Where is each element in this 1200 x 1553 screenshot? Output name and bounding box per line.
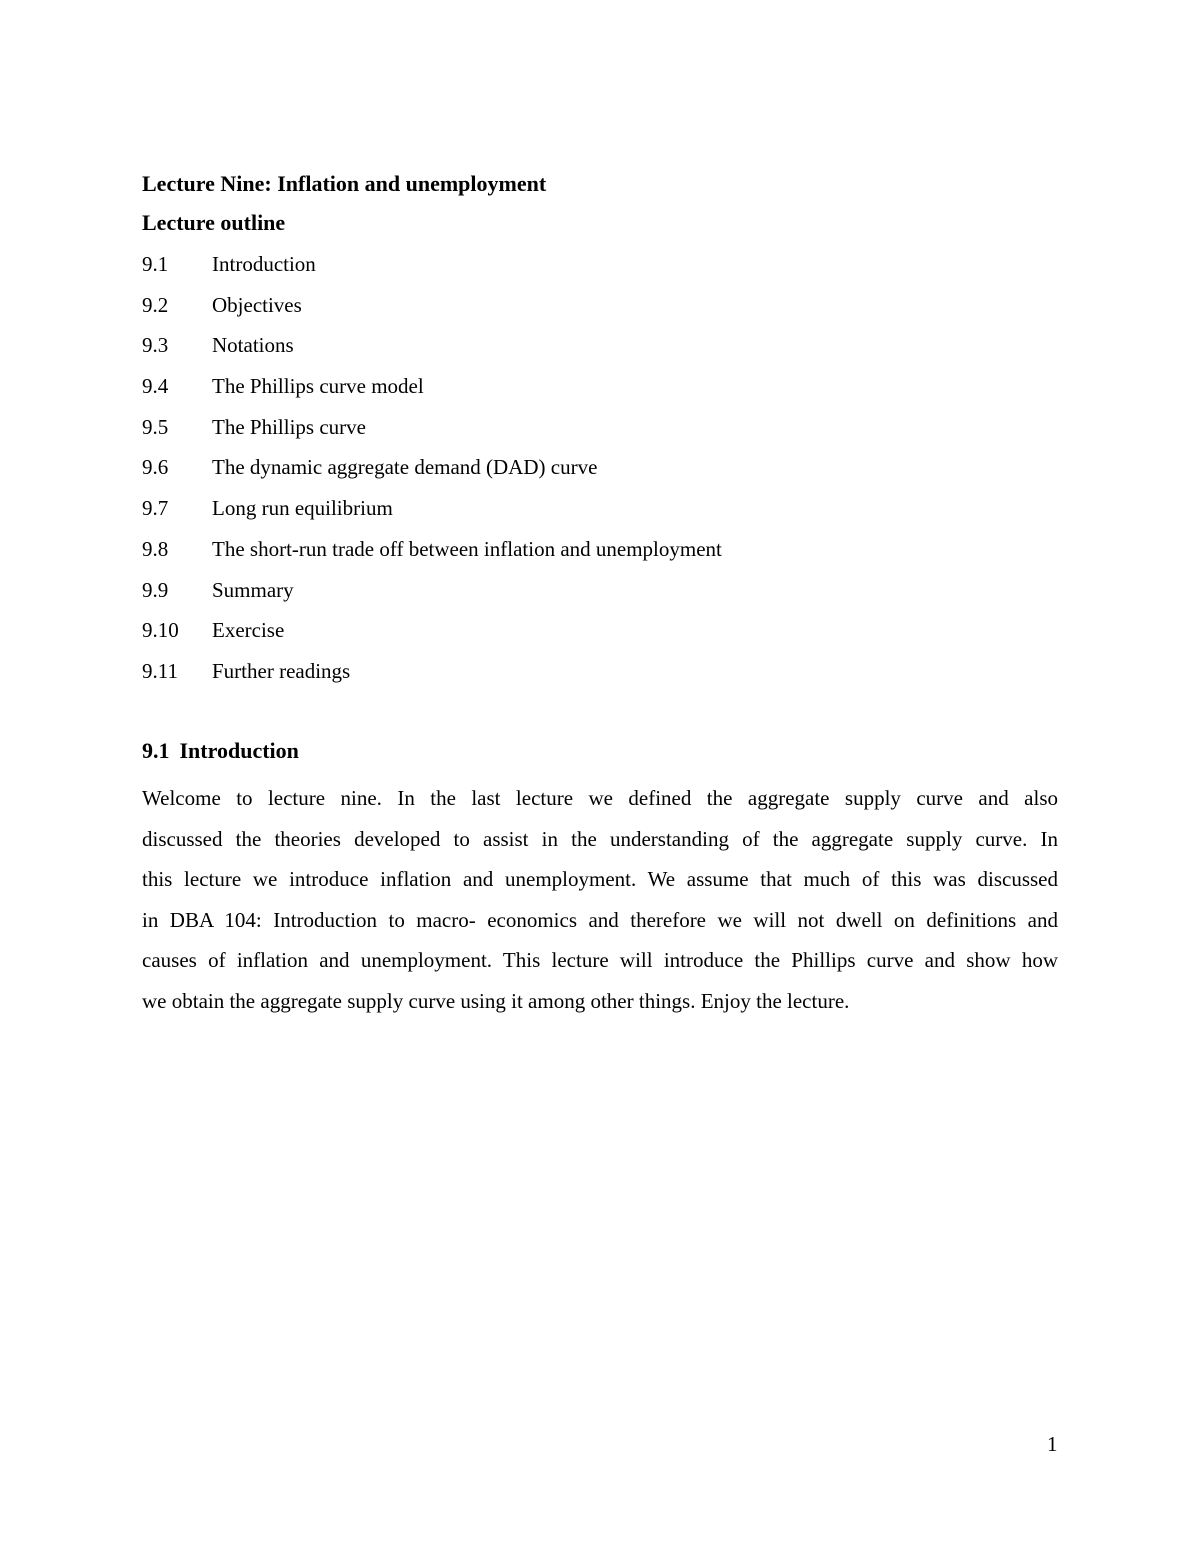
outline-item-label: The dynamic aggregate demand (DAD) curve <box>212 455 598 480</box>
outline-item-number: 9.4 <box>142 374 169 399</box>
outline-item-number: 9.11 <box>142 658 178 683</box>
outline-item-label: Exercise <box>212 618 285 643</box>
outline-item <box>142 250 722 291</box>
outline-item-number: 9.7 <box>142 496 169 521</box>
section-number: 9.1 <box>142 738 170 763</box>
lecture-outline <box>142 250 722 698</box>
paragraph-line: discussed the theories developed to assist in the understanding of the aggregate supply curve. In <box>142 826 1058 851</box>
paragraph-line: we obtain the aggregate supply curve using it among other things. Enjoy the lecture. <box>142 988 850 1013</box>
outline-item-number: 9.10 <box>142 618 179 643</box>
outline-item <box>142 453 722 494</box>
outline-item <box>142 331 722 372</box>
outline-item <box>142 616 722 657</box>
lecture-title: Lecture Nine: Inflation and unemployment <box>142 171 547 196</box>
outline-item-label: Notations <box>212 333 294 358</box>
outline-item-label: Long run equilibrium <box>212 496 393 521</box>
outline-item-label: Objectives <box>212 292 302 317</box>
outline-item-number: 9.5 <box>142 414 169 439</box>
paragraph-line: causes of inflation and unemployment. This lecture will introduce the Phillips curve and show how <box>142 948 1058 973</box>
introduction-paragraph <box>142 778 1058 1022</box>
outline-item-label: The Phillips curve <box>212 414 366 439</box>
outline-item <box>142 372 722 413</box>
outline-item <box>142 535 722 576</box>
page-number: 1 <box>1047 1432 1058 1456</box>
outline-item-number: 9.3 <box>142 333 169 358</box>
section-title: Introduction <box>179 738 299 763</box>
outline-item-label: Further readings <box>212 658 351 683</box>
outline-item-label: Summary <box>212 577 294 602</box>
outline-item <box>142 657 722 698</box>
outline-item-number: 9.2 <box>142 292 169 317</box>
paragraph-line: this lecture we introduce inflation and unemployment. We assume that much of this was discussed <box>142 867 1058 892</box>
paragraph-line: in DBA 104: Introduction to macro- economics and therefore we will not dwell on definitions and <box>142 907 1058 932</box>
outline-item-number: 9.6 <box>142 455 169 480</box>
outline-heading: Lecture outline <box>142 210 286 235</box>
paragraph-line: Welcome to lecture nine. In the last lecture we defined the aggregate supply curve and also <box>142 786 1058 810</box>
outline-item-number: 9.1 <box>142 252 169 276</box>
outline-item-label: Introduction <box>212 252 316 276</box>
outline-item-label: The short-run trade off between inflation and unemployment <box>212 536 722 561</box>
outline-item <box>142 413 722 454</box>
outline-item <box>142 576 722 617</box>
section-heading-introduction <box>142 737 299 765</box>
outline-item-number: 9.8 <box>142 536 169 561</box>
outline-item-number: 9.9 <box>142 577 169 602</box>
outline-item <box>142 494 722 535</box>
outline-item-label: The Phillips curve model <box>212 374 424 399</box>
outline-item <box>142 291 722 332</box>
